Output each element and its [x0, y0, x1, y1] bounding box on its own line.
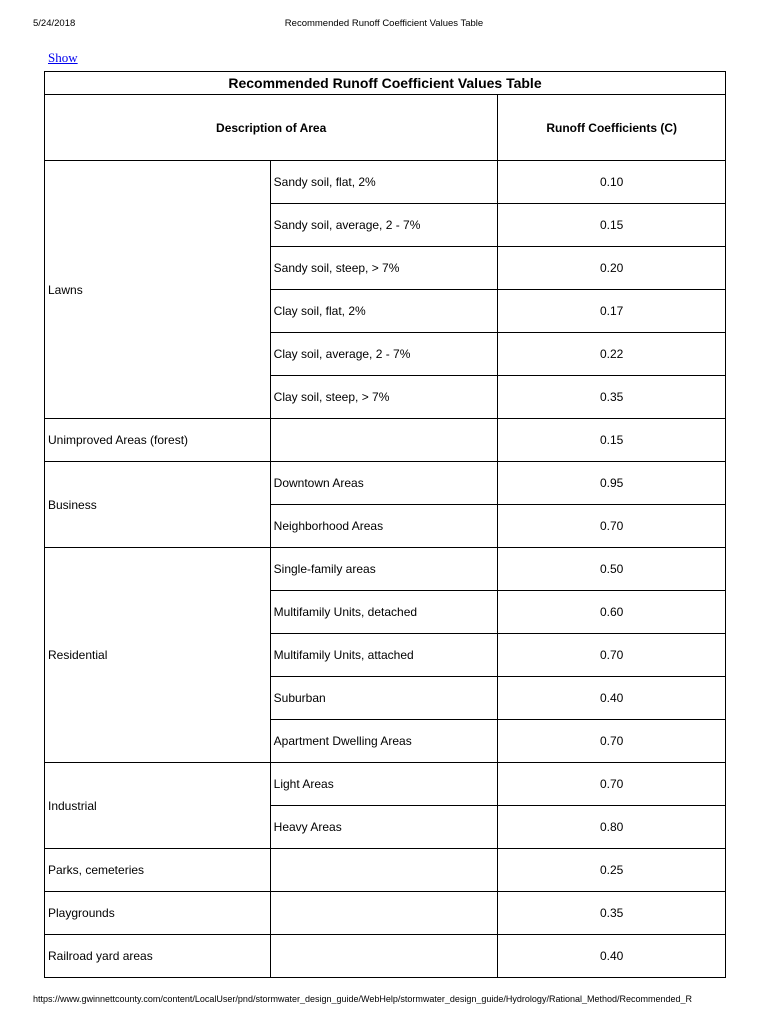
table-row	[45, 892, 726, 935]
area-subtype-cell: Multifamily Units, detached	[270, 591, 498, 634]
runoff-coefficient-cell: 0.35	[498, 892, 726, 935]
print-date: 5/24/2018	[33, 18, 76, 29]
print-title: Recommended Runoff Coefficient Values Table	[284, 18, 484, 29]
area-subtype-cell: Clay soil, average, 2 - 7%	[270, 333, 498, 376]
area-category-cell: Business	[45, 462, 271, 548]
runoff-coefficient-cell: 0.50	[498, 548, 726, 591]
table-row	[45, 462, 726, 505]
runoff-coefficient-cell: 0.70	[498, 634, 726, 677]
area-subtype-cell	[270, 419, 498, 462]
table-row	[45, 419, 726, 462]
area-subtype-cell: Heavy Areas	[270, 806, 498, 849]
table-row	[45, 161, 726, 204]
runoff-coefficient-cell: 0.15	[498, 204, 726, 247]
area-subtype-cell: Sandy soil, steep, > 7%	[270, 247, 498, 290]
runoff-coefficient-cell: 0.80	[498, 806, 726, 849]
print-footer-url: https://www.gwinnettcounty.com/content/LocalUser/pnd/stormwater_design_guide/WebHelp/stormwater_design_guide/Hydrology/Rational_Method/Recommended_R	[33, 994, 693, 1004]
area-subtype-cell: Clay soil, steep, > 7%	[270, 376, 498, 419]
runoff-coefficient-cell: 0.60	[498, 591, 726, 634]
area-category-cell: Residential	[45, 548, 271, 763]
runoff-coefficient-cell: 0.17	[498, 290, 726, 333]
runoff-coefficient-cell: 0.40	[498, 677, 726, 720]
runoff-coefficient-cell: 0.70	[498, 720, 726, 763]
area-subtype-cell: Clay soil, flat, 2%	[270, 290, 498, 333]
column-header-description: Description of Area	[45, 95, 498, 161]
table-caption-row	[45, 72, 726, 95]
table-body	[45, 161, 726, 978]
table-row	[45, 548, 726, 591]
area-subtype-cell: Light Areas	[270, 763, 498, 806]
area-subtype-cell: Apartment Dwelling Areas	[270, 720, 498, 763]
runoff-coefficient-cell: 0.70	[498, 505, 726, 548]
runoff-coefficient-cell: 0.22	[498, 333, 726, 376]
area-subtype-cell: Single-family areas	[270, 548, 498, 591]
area-category-cell: Lawns	[45, 161, 271, 419]
runoff-coefficient-cell: 0.95	[498, 462, 726, 505]
runoff-coefficient-table	[44, 71, 726, 978]
print-header	[0, 18, 768, 32]
show-link[interactable]: Show	[48, 50, 78, 65]
area-category-cell: Parks, cemeteries	[45, 849, 271, 892]
runoff-coefficient-cell: 0.20	[498, 247, 726, 290]
area-category-cell: Railroad yard areas	[45, 935, 271, 978]
area-subtype-cell	[270, 849, 498, 892]
area-subtype-cell	[270, 892, 498, 935]
runoff-coefficient-cell: 0.10	[498, 161, 726, 204]
table-caption: Recommended Runoff Coefficient Values Table	[45, 72, 726, 95]
runoff-coefficient-cell: 0.40	[498, 935, 726, 978]
area-subtype-cell: Sandy soil, flat, 2%	[270, 161, 498, 204]
area-subtype-cell: Downtown Areas	[270, 462, 498, 505]
runoff-coefficient-cell: 0.35	[498, 376, 726, 419]
area-subtype-cell: Neighborhood Areas	[270, 505, 498, 548]
runoff-coefficient-cell: 0.25	[498, 849, 726, 892]
runoff-coefficient-cell: 0.15	[498, 419, 726, 462]
area-subtype-cell: Sandy soil, average, 2 - 7%	[270, 204, 498, 247]
table-row	[45, 763, 726, 806]
area-subtype-cell: Suburban	[270, 677, 498, 720]
area-category-cell: Playgrounds	[45, 892, 271, 935]
area-subtype-cell: Multifamily Units, attached	[270, 634, 498, 677]
table-row	[45, 935, 726, 978]
column-header-coefficient: Runoff Coefficients (C)	[498, 95, 726, 161]
table-row	[45, 849, 726, 892]
area-category-cell: Unimproved Areas (forest)	[45, 419, 271, 462]
area-category-cell: Industrial	[45, 763, 271, 849]
runoff-coefficient-cell: 0.70	[498, 763, 726, 806]
table-header-row	[45, 95, 726, 161]
area-subtype-cell	[270, 935, 498, 978]
